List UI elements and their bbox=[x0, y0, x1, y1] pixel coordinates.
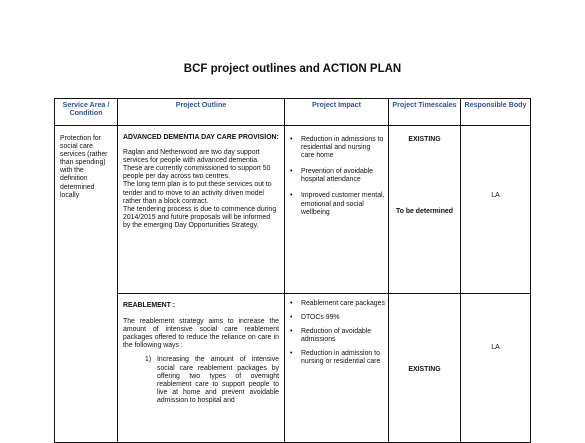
timescale-status: EXISTING bbox=[408, 366, 441, 373]
table-header-row bbox=[55, 99, 531, 126]
timescale-cell bbox=[389, 294, 461, 443]
responsible-cell bbox=[461, 294, 531, 443]
outline-paragraph: The tendering process is due to commence during 2014/2015 and future proposals will be informed by the emerging Day Opportunities Strategy. bbox=[123, 205, 277, 229]
outline-heading: ADVANCED DEMENTIA DAY CARE PROVISION: bbox=[123, 134, 279, 141]
header-service-area: Service Area / Condition bbox=[55, 99, 118, 126]
timescale-cell bbox=[389, 126, 461, 294]
outline-heading: REABLEMENT : bbox=[123, 302, 176, 309]
numbered-list-item bbox=[123, 356, 279, 405]
list-text: Increasing the amount of intensive social care reablement packages by offering two types of overnight reablement care to support people to live at home and prevent avoidable admission to hospital and bbox=[157, 356, 279, 404]
header-responsible-body: Responsible Body bbox=[461, 99, 531, 126]
outline-paragraph: The long term plan is to put these services out to tender and to move to an activity driven model rather than a block contract. bbox=[123, 181, 272, 205]
impact-item: • Improved customer mental, emotional and social wellbeing bbox=[288, 192, 385, 216]
impact-item: • Reablement care packages bbox=[288, 300, 385, 308]
action-plan-table bbox=[54, 98, 531, 443]
timescale-status: EXISTING bbox=[408, 136, 441, 143]
condition-cell bbox=[55, 126, 118, 443]
outline-cell bbox=[118, 126, 285, 294]
impact-cell bbox=[285, 294, 389, 443]
outline-intro: The reablement strategy aims to increase the amount of intensive social care reablement packages offered to reduce the reliance on care in the following ways : bbox=[123, 318, 279, 350]
impact-item: • Prevention of avoidable hospital attendance bbox=[288, 168, 385, 184]
header-project-outline: Project Outline bbox=[118, 99, 285, 126]
impact-item: • Reduction in admissions to residential and nursing care home bbox=[288, 136, 385, 160]
condition-text: Protection for social care services (rather than spending) with the definition determined locally bbox=[60, 135, 108, 199]
impact-cell bbox=[285, 126, 389, 294]
outline-paragraph: These are currently commissioned to support 50 people per day across two centres. bbox=[123, 165, 271, 181]
responsible-body: LA bbox=[491, 344, 500, 351]
header-project-timescales: Project Timescales bbox=[389, 99, 461, 126]
responsible-body: LA bbox=[491, 192, 500, 199]
impact-list bbox=[288, 136, 385, 217]
impact-list bbox=[288, 300, 385, 367]
outline-cell bbox=[118, 294, 285, 443]
document-title: BCF project outlines and ACTION PLAN bbox=[183, 63, 402, 75]
impact-item: • Reduction in admission to nursing or residential care bbox=[288, 350, 385, 366]
timescale-note: To be determined bbox=[396, 208, 453, 216]
responsible-cell bbox=[461, 126, 531, 294]
list-number: 1) bbox=[145, 356, 152, 364]
outline-paragraph: Raglan and Netherwood are two day support services for people with advanced dementia. bbox=[123, 149, 260, 165]
impact-item: • DTOCs 99% bbox=[288, 314, 385, 322]
header-project-impact: Project Impact bbox=[285, 99, 389, 126]
table-row bbox=[55, 126, 531, 294]
table-row bbox=[55, 294, 531, 443]
impact-item: • Reduction of avoidable admissions bbox=[288, 328, 385, 344]
